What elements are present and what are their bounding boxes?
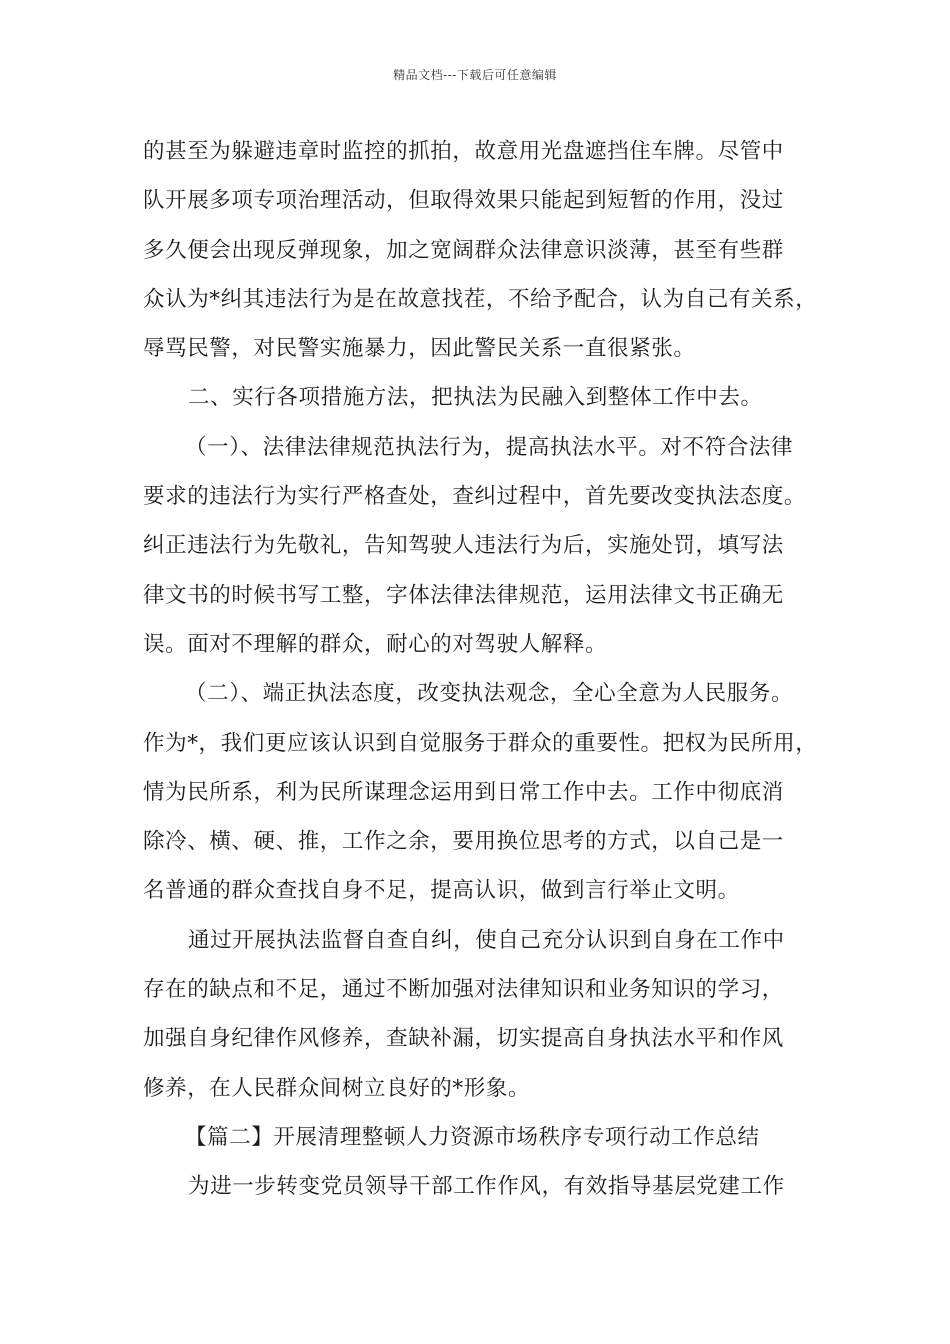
text-line: 名普通的群众查找自身不足，提高认识，做到言行举止文明。 <box>143 878 740 904</box>
paragraph-start: 为进一步转变党员领导干部工作作风，有效指导基层党建工作 <box>188 1174 785 1200</box>
document-body <box>143 127 823 1212</box>
text-line: 作为*，我们更应该认识到自觉服务于群众的重要性。把权为民所用， <box>143 730 818 756</box>
subsection-heading: （二）、端正执法态度，改变执法观念，全心全意为人民服务。 <box>185 681 794 707</box>
text-line: 的甚至为躲避违章时监控的抓拍，故意用光盘遮挡住车牌。尽管中 <box>143 139 784 164</box>
text-line: 纠正违法行为先敬礼，告知驾驶人违法行为后，实施处罚，填写法 <box>143 533 784 559</box>
paragraph-start: 通过开展执法监督自查自纠，使自己充分认识到自身在工作中 <box>188 927 785 953</box>
text-line: 除冷、横、硬、推，工作之余，要用换位思考的方式，以自己是一 <box>143 829 784 855</box>
text-line: 众认为*纠其违法行为是在故意找茬，不给予配合，认为自己有关系， <box>143 286 818 312</box>
text-line: 要求的违法行为实行严格查处，查纠过程中，首先要改变执法态度。 <box>143 484 807 510</box>
subsection-heading: （一）、法律法律规范执法行为，提高执法水平。对不符合法律 <box>185 434 794 460</box>
text-line: 律文书的时候书写工整，字体法律法律规范，运用法律文书正确无 <box>143 582 784 608</box>
text-line: 队开展多项专项治理活动，但取得效果只能起到短暂的作用，没过 <box>143 188 784 214</box>
page-header: 精品文档---下载后可任意编辑 <box>393 68 557 82</box>
text-line: 情为民所系，利为民所谋理念运用到日常工作中去。工作中彻底消 <box>143 779 784 805</box>
text-line: 误。面对不理解的群众，耐心的对驾驶人解释。 <box>143 631 608 657</box>
article-title: 【篇二】开展清理整顿人力资源市场秩序专项行动工作总结 <box>185 1124 760 1150</box>
text-line: 修养，在人民群众间树立良好的*形象。 <box>143 1075 531 1101</box>
text-line: 存在的缺点和不足，通过不断加强对法律知识和业务知识的学习， <box>143 977 784 1003</box>
text-line: 辱骂民警，对民警实施暴力，因此警民关系一直很紧张。 <box>143 336 696 362</box>
text-line: 加强自身纪律作风修养，查缺补漏，切实提高自身执法水平和作风 <box>143 1026 784 1052</box>
text-line: 多久便会出现反弹现象，加之宽阔群众法律意识淡薄，甚至有些群 <box>143 237 784 263</box>
section-heading: 二、实行各项措施方法，把执法为民融入到整体工作中去。 <box>188 385 763 411</box>
